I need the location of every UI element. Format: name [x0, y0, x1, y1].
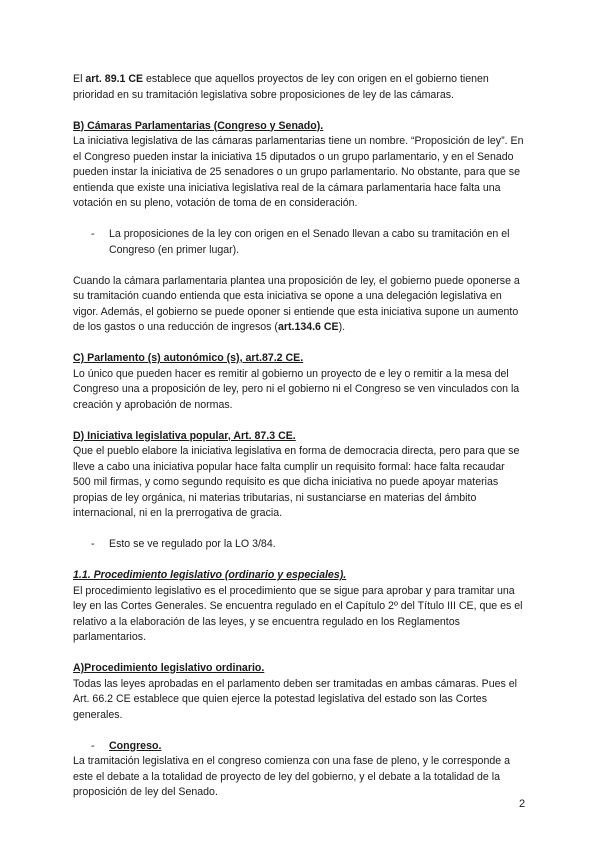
subsection-heading-text: Congreso. [109, 739, 162, 752]
section-d-paragraph: Que el pueblo elabore la iniciativa legislativa en forma de democracia directa, pero para que se lleve a cabo una iniciativa popular hace falta cumplir un requisito formal: hace falta recaudar 500 mil firmas, y como segundo requisito es que dicha iniciativa no puede apoyar materias propias de ley orgánica, ni materias tributarias, ni sustanciarse en materias del ámbito internacional, ni en la prerrogativa de gracia. [73, 445, 520, 519]
list-item [91, 227, 525, 258]
section-heading-d: D) Iniciativa legislativa popular, Art. 87.3 CE. [73, 429, 296, 442]
list-item-text: Esto se ve regulado por la LO 3/84. [109, 538, 276, 550]
section-heading-c: C) Parlamento (s) autonómico (s), art.87.2 CE. [73, 352, 304, 364]
section-c-paragraph: Lo único que pueden hacer es remitir al gobierno un proyecto de e ley o remitir a la mesa del Congreso una a proposición de ley, pero ni el gobierno ni el Congreso se ven vinculados con la creación y aprobación de normas. [73, 367, 520, 411]
section-a-paragraph: Todas las leyes aprobadas en el parlamento deben ser tramitadas en ambas cámaras. Pues el Art. 66.2 CE establece que quien ejerce la potestad legislativa del estado son las Cortes generales. [73, 677, 518, 721]
intro-paragraph: El art. 89.1 CE establece que aquellos proyectos de ley con origen en el gobierno tienen prioridad en su tramitación legislativa sobre proposiciones de ley de las cámaras. [73, 73, 489, 101]
bullet-dash: - [91, 228, 95, 240]
article-reference: art.134.6 CE [277, 321, 339, 333]
section-b-paragraph-2: Cuando la cámara parlamentaria plantea una proposición de ley, el gobierno puede oponerse a su tramitación cuando entienda que esta iniciativa se opone a una delegación legislativa en vigor. Además, el gobierno se puede oponer si entiende que esta iniciativa supone un aumento de los gastos o una reducción de ingresos (art.134.6 CE). [73, 274, 520, 333]
subsection-heading-congreso [91, 739, 525, 755]
article-reference: art. 89.1 CE [85, 73, 144, 85]
section-heading-b: B) Cámaras Parlamentarias (Congreso y Senado). [73, 119, 324, 132]
bullet-dash: - [91, 739, 95, 752]
section-1-1-paragraph: El procedimiento legislativo es el procedimiento que se sigue para aprobar y para tramitar una ley en las Cortes Generales. Se encuentra regulado en el Capítulo 2º del Título III CE, que es el relativo a la elaboración de las leyes, y se encuentra regulado en los Reglamentos parlamentarios. [73, 584, 523, 643]
document-body [73, 72, 525, 801]
section-heading-1-1: 1.1. Procedimiento legislativo (ordinario y especiales). [73, 569, 347, 581]
section-b-paragraph: La iniciativa legislativa de las cámaras parlamentarias tiene un nombre. “Proposición de ley”. En el Congreso pueden instar la iniciativa 15 diputados o un grupo parlamentario, y en el Senado pueden instar la iniciativa de 25 senadores o un grupo parlamentario. No obstante, para que se entienda que existe una iniciativa legislativa real de la cámara parlamentaria hace falta una votación en su pleno, votación de toma de en consideración. [73, 135, 524, 209]
congreso-paragraph: La tramitación legislativa en el congreso comienza con una fase de pleno, y le corresponde a este el debate a la totalidad de proyecto de ley del gobierno, y el debate a la totalidad de la proposición de ley del Senado. [73, 755, 510, 798]
section-heading-a: A)Procedimiento legislativo ordinario. [73, 662, 265, 674]
page-number: 2 [519, 798, 526, 810]
bullet-dash: - [91, 538, 95, 550]
list-item-text: La proposiciones de la ley con origen en el Senado llevan a cabo su tramitación en el Congreso (en primer lugar). [109, 228, 510, 256]
list-item [91, 537, 525, 553]
